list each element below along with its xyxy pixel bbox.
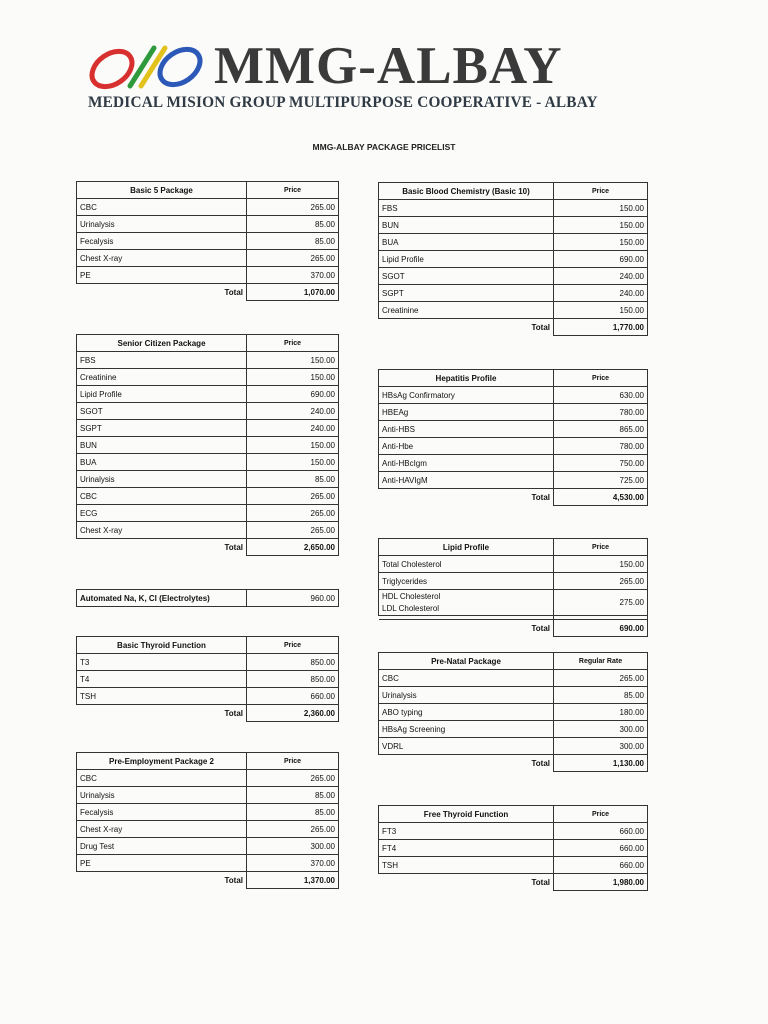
item-price: 240.00 [247,403,339,420]
table-row [379,234,648,251]
item-price: 630.00 [554,387,648,404]
item-name: BUN [77,437,247,454]
table-row [379,857,648,874]
item-name: T3 [77,654,247,671]
lipid-profile-table [378,538,648,637]
item-name: PE [77,267,247,284]
item-price: 265.00 [247,505,339,522]
item-price: 850.00 [247,671,339,688]
item-name: HBsAg Confirmatory [379,387,554,404]
total-row [77,872,339,889]
total-value: 1,370.00 [247,872,339,889]
item-price: 85.00 [247,233,339,250]
item-name: Urinalysis [77,787,247,804]
table-row [77,804,339,821]
item-name: HDL Cholesterol [382,591,441,601]
item-price: 370.00 [247,855,339,872]
table-row [77,522,339,539]
table-row [379,823,648,840]
hepatitis-profile-table [378,369,648,506]
table-row [77,250,339,267]
item-price: 265.00 [247,199,339,216]
total-row [77,284,339,301]
item-name: BUN [379,217,554,234]
table-row [77,352,339,369]
item-name: Urinalysis [379,687,554,704]
table-row [379,455,648,472]
total-row [379,489,648,506]
table-row [77,267,339,284]
table-row [77,821,339,838]
item-price: 85.00 [247,471,339,488]
item-name: Chest X-ray [77,250,247,267]
item-price: 370.00 [247,267,339,284]
table-title: Senior Citizen Package [77,335,247,352]
total-value: 4,530.00 [554,489,648,506]
item-price: 850.00 [247,654,339,671]
price-header: Price [247,335,339,352]
basic-5-package-table [76,181,339,301]
table-row [379,421,648,438]
organization-subtitle: MEDICAL MISION GROUP MULTIPURPOSE COOPERATIVE - ALBAY [88,94,598,111]
table-row [379,302,648,319]
total-label: Total [77,705,247,722]
total-value: 2,650.00 [247,539,339,556]
item-name: VDRL [379,738,554,755]
brand-name: MMG-ALBAY [214,37,563,95]
table-row [77,199,339,216]
item-name: Triglycerides [379,573,554,590]
item-name: HBEAg [379,404,554,421]
item-name: T4 [77,671,247,688]
page-title: MMG-ALBAY PACKAGE PRICELIST [312,142,456,152]
item-price: 300.00 [247,838,339,855]
item-price: 150.00 [247,454,339,471]
total-row [77,539,339,556]
item-name: CBC [77,770,247,787]
table-row [379,285,648,302]
item-name: Anti-Hbe [379,438,554,455]
table-row [77,770,339,787]
item-price: 265.00 [247,821,339,838]
item-name: Anti-HBS [379,421,554,438]
item-price: 265.00 [247,770,339,787]
item-price: 265.00 [247,250,339,267]
item-price: 865.00 [554,421,648,438]
total-value: 1,980.00 [554,874,648,891]
free-thyroid-function-table [378,805,648,891]
item-price: 150.00 [554,217,648,234]
table-row [379,840,648,857]
total-value: 1,770.00 [554,319,648,336]
item-price: 180.00 [554,704,648,721]
basic-blood-chemistry-table [378,182,648,336]
item-price: 265.00 [554,573,648,590]
table-row [77,654,339,671]
table-row [77,855,339,872]
item-name: BUA [77,454,247,471]
item-name: SGOT [379,268,554,285]
item-price: 725.00 [554,472,648,489]
table-title: Basic Blood Chemistry (Basic 10) [379,183,554,200]
cooperative-logo [86,42,216,92]
table-title: Pre-Employment Package 2 [77,753,247,770]
table-row [77,233,339,250]
item-name-merged [379,590,554,616]
item-price: 85.00 [247,804,339,821]
total-value: 1,070.00 [247,284,339,301]
total-value: 2,360.00 [247,705,339,722]
table-row [77,671,339,688]
item-name: Anti-HBcIgm [379,455,554,472]
table-row [77,688,339,705]
item-name: BUA [379,234,554,251]
item-name: LDL Cholesterol [382,603,440,613]
item-name: HBsAg Screening [379,721,554,738]
table-row [379,472,648,489]
pre-employment-package-table [76,752,339,889]
table-row [77,386,339,403]
basic-thyroid-function-table [76,636,339,722]
item-price: 960.00 [247,590,339,607]
price-header: Price [247,637,339,654]
item-name: PE [77,855,247,872]
item-price: 265.00 [247,522,339,539]
item-price: 750.00 [554,455,648,472]
item-price: 275.00 [554,590,648,616]
total-label: Total [77,284,247,301]
total-label: Total [379,489,554,506]
item-name: FT3 [379,823,554,840]
table-row [77,787,339,804]
price-header: Price [554,806,648,823]
item-price: 660.00 [554,823,648,840]
table-row [379,404,648,421]
item-price: 150.00 [554,234,648,251]
item-price: 660.00 [554,857,648,874]
table-row [379,590,648,616]
item-price: 85.00 [554,687,648,704]
table-row [77,437,339,454]
item-price: 240.00 [247,420,339,437]
table-row [77,420,339,437]
item-name: FBS [77,352,247,369]
table-row [77,369,339,386]
item-price: 150.00 [554,556,648,573]
total-label: Total [379,319,554,336]
item-name: Lipid Profile [77,386,247,403]
item-price: 780.00 [554,404,648,421]
table-row [379,438,648,455]
item-name: Creatinine [77,369,247,386]
table-row [77,403,339,420]
item-price: 240.00 [554,285,648,302]
item-price: 660.00 [247,688,339,705]
item-name: SGPT [77,420,247,437]
senior-citizen-package-table [76,334,339,556]
item-name: CBC [379,670,554,687]
item-price: 150.00 [247,352,339,369]
item-name: Lipid Profile [379,251,554,268]
item-price: 85.00 [247,787,339,804]
table-row [77,454,339,471]
table-title: Basic 5 Package [77,182,247,199]
total-label: Total [77,539,247,556]
item-price: 300.00 [554,721,648,738]
table-title: Pre-Natal Package [379,653,554,670]
item-name: Creatinine [379,302,554,319]
pre-natal-package-table [378,652,648,772]
item-price: 265.00 [247,488,339,505]
total-row [77,705,339,722]
item-name: CBC [77,488,247,505]
item-name: Anti-HAVIgM [379,472,554,489]
item-name: TSH [379,857,554,874]
table-row [379,721,648,738]
total-row [379,620,648,637]
price-header: Price [554,539,648,556]
item-name: TSH [77,688,247,705]
table-row [379,268,648,285]
item-name: ECG [77,505,247,522]
total-value: 1,130.00 [554,755,648,772]
table-row [77,216,339,233]
item-price: 300.00 [554,738,648,755]
item-price: 265.00 [554,670,648,687]
item-price: 690.00 [247,386,339,403]
table-row [379,556,648,573]
table-row [379,251,648,268]
item-price: 690.00 [554,251,648,268]
total-label: Total [379,874,554,891]
item-price: 150.00 [247,369,339,386]
total-label: Total [379,755,554,772]
item-name: Drug Test [77,838,247,855]
total-label: Total [379,620,554,637]
total-row [379,874,648,891]
item-price: 150.00 [554,302,648,319]
item-price: 780.00 [554,438,648,455]
item-price: 150.00 [247,437,339,454]
item-name: Total Cholesterol [379,556,554,573]
table-row [379,387,648,404]
item-name: Fecalysis [77,233,247,250]
item-name: FBS [379,200,554,217]
table-title: Hepatitis Profile [379,370,554,387]
table-row [379,670,648,687]
price-header: Price [554,183,648,200]
table-row [379,200,648,217]
item-price: 150.00 [554,200,648,217]
item-name: CBC [77,199,247,216]
table-row [379,704,648,721]
price-header: Price [247,753,339,770]
total-label: Total [77,872,247,889]
item-name: FT4 [379,840,554,857]
item-price: 660.00 [554,840,648,857]
item-name: Urinalysis [77,216,247,233]
item-name: Automated Na, K, Cl (Electrolytes) [77,590,247,607]
item-name: SGOT [77,403,247,420]
total-row [379,755,648,772]
table-title: Lipid Profile [379,539,554,556]
table-title: Free Thyroid Function [379,806,554,823]
item-name: ABO typing [379,704,554,721]
item-name: Fecalysis [77,804,247,821]
table-row [379,687,648,704]
table-row [77,590,339,607]
electrolytes-table [76,589,339,607]
total-value: 690.00 [554,620,648,637]
table-title: Basic Thyroid Function [77,637,247,654]
table-row [379,217,648,234]
item-name: Urinalysis [77,471,247,488]
price-header: Regular Rate [554,653,648,670]
item-name: Chest X-ray [77,522,247,539]
item-price: 240.00 [554,268,648,285]
document-header [0,0,768,120]
price-header: Price [247,182,339,199]
table-row [77,838,339,855]
table-row [379,738,648,755]
total-row [379,319,648,336]
table-row [379,573,648,590]
table-row [77,471,339,488]
price-header: Price [554,370,648,387]
item-price: 85.00 [247,216,339,233]
item-name: SGPT [379,285,554,302]
item-name: Chest X-ray [77,821,247,838]
table-row [77,505,339,522]
table-row [77,488,339,505]
